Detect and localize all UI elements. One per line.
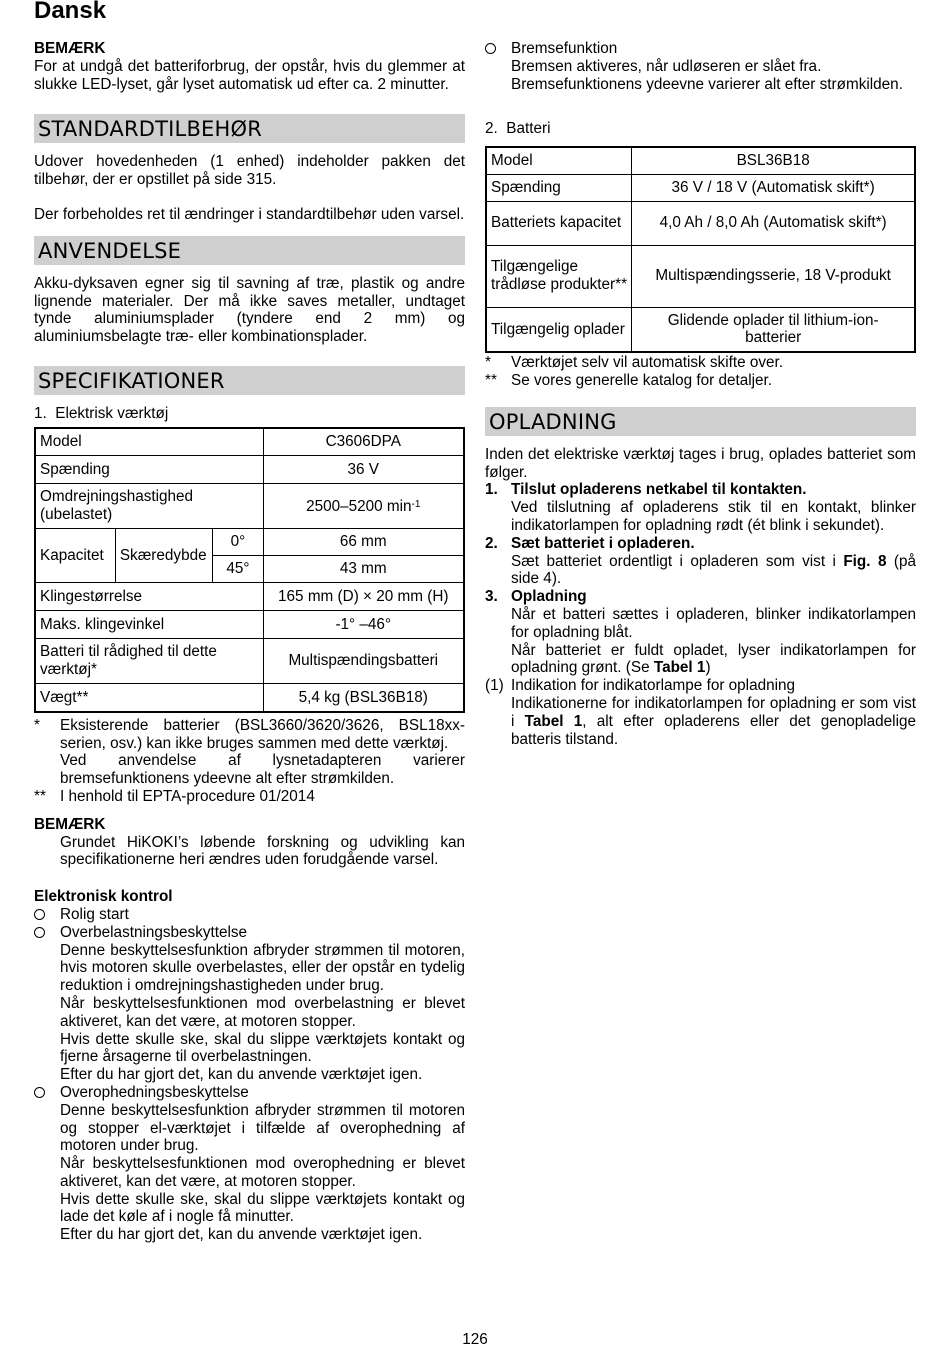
electronic-item-overheat bbox=[34, 1084, 465, 1102]
footnote-text: Se vores generelle katalog for detaljer. bbox=[511, 371, 773, 389]
spec-subtitle: 1. Elektrisk værktøj bbox=[34, 404, 169, 422]
footnote-text-2: Ved anvendelse af lysnetadapteren varierer bremsefunktionens ydeevne alt efter strømkilden. bbox=[60, 752, 465, 788]
footnote-text: Værktøjet selv vil automatisk skifte over. bbox=[511, 354, 784, 372]
overload-text-4: Efter du har gjort det, kan du anvende værktøjet igen. bbox=[60, 1066, 423, 1084]
battery-cell: Spænding bbox=[486, 174, 632, 201]
section-opladning: OPLADNING bbox=[485, 407, 916, 436]
battery-spec-table bbox=[485, 146, 916, 353]
spec-cell: Vægt** bbox=[35, 684, 263, 712]
battery-footnote-2 bbox=[485, 372, 916, 390]
battery-cell: Tilgængelige trådløse produkter** bbox=[486, 245, 632, 307]
step-number: 2. bbox=[485, 534, 498, 552]
brake-text-1: Bremsen aktiveres, når udløseren er slået fra. bbox=[511, 57, 822, 75]
footnote-1 bbox=[34, 717, 465, 788]
battery-cell: BSL36B18 bbox=[632, 147, 915, 174]
step-text-part: Sæt batteriet ordentligt i opladeren som vist i bbox=[511, 552, 844, 570]
spec-cell: 5,4 kg (BSL36B18) bbox=[263, 684, 464, 712]
bullet-circle-icon bbox=[34, 927, 45, 938]
battery-cell: Tilgængelig oplader bbox=[486, 307, 632, 352]
brake-text-2: Bremsefunktionens ydeevne varierer alt efter strømkilden. bbox=[511, 75, 903, 93]
overheat-text-1: Denne beskyttelsesfunktion afbryder strømmen til motoren og stopper el-værktøjet i tilfælde af overophedning af motoren under brug. bbox=[60, 1101, 465, 1155]
footnote-text: Eksisterende batterier (BSL3660/3620/3626, BSL18xx-serien, osv.) kan ikke bruges sammen med dette værktøj. bbox=[60, 716, 465, 752]
spec-cell: Klingestørrelse bbox=[35, 583, 263, 611]
overload-text-3: Hvis dette skulle ske, skal du slippe værktøjets kontakt og fjerne årsagerne til overbelastningen. bbox=[60, 1030, 465, 1066]
left-column bbox=[34, 40, 465, 1244]
figure-reference: Fig. 8 bbox=[843, 552, 887, 570]
note-heading: BEMÆRK bbox=[34, 40, 106, 57]
page-number: 126 bbox=[462, 1331, 488, 1348]
step-heading: Sæt batteriet i opladeren. bbox=[511, 534, 695, 552]
spec-cell: Skæredybde bbox=[115, 529, 212, 583]
overheat-text-2: Når beskyttelsesfunktionen mod overophedning er blevet aktiveret, kan det være, at motoren stopper. bbox=[60, 1155, 465, 1190]
item-label: Rolig start bbox=[60, 905, 129, 923]
table-reference: Tabel 1 bbox=[653, 659, 706, 677]
step-text-part: Når batteriet er fuldt opladet, lyser indikatorlampen for opladning grønt. (Se bbox=[511, 641, 916, 677]
spec-cell: 45° bbox=[213, 556, 263, 583]
step-number: (1) bbox=[485, 677, 504, 695]
battery-cell bbox=[632, 307, 915, 352]
step-number: 1. bbox=[485, 481, 498, 499]
tool-spec-table bbox=[34, 427, 465, 713]
step-heading: Indikation for indikatorlampe for opladning bbox=[511, 677, 796, 695]
overload-text-2: Når beskyttelsesfunktionen mod overbelastning er blevet aktiveret, kan det være, at motoren stopper. bbox=[60, 994, 465, 1030]
note-text: For at undgå det batteriforbrug, der opstår, hvis du glemmer at slukke LED-lyset, går lyset automatisk ud efter ca. 2 minutter. bbox=[34, 57, 465, 93]
item-label: Bremsefunktion bbox=[511, 40, 618, 57]
brake-item bbox=[485, 40, 916, 58]
item-label: Overbelastningsbeskyttelse bbox=[60, 923, 248, 941]
charger-value: Glidende oplader til lithium-ion-batterier bbox=[667, 311, 879, 347]
spec-cell: 165 mm (D) × 20 mm (H) bbox=[263, 583, 464, 611]
battery-cell: Batteriets kapacitet bbox=[486, 201, 632, 245]
table-reference: Tabel 1 bbox=[524, 712, 583, 730]
step-text-part: (på side 4). bbox=[511, 552, 916, 588]
battery-cell: 36 V / 18 V (Automatisk skift*) bbox=[632, 174, 915, 201]
battery-footnote-1 bbox=[485, 354, 916, 372]
electronic-item-soft-start bbox=[34, 906, 465, 924]
charging-step-2 bbox=[485, 535, 916, 588]
spec-cell: 0° bbox=[213, 529, 263, 556]
step-heading: Opladning bbox=[511, 588, 587, 606]
spec-cell: 66 mm bbox=[263, 529, 464, 556]
bullet-circle-icon bbox=[485, 43, 496, 54]
standard-paragraph-2: Der forbeholdes ret til ændringer i standardtilbehør uden varsel. bbox=[34, 205, 465, 223]
battery-cell: 4,0 Ah / 8,0 Ah (Automatisk skift*) bbox=[632, 201, 915, 245]
step-heading: Tilslut opladerens netkabel til kontakten. bbox=[511, 481, 807, 499]
spec-cell: Kapacitet bbox=[35, 529, 115, 583]
item-label: Overophedningsbeskyttelse bbox=[60, 1083, 249, 1101]
bullet-circle-icon bbox=[34, 909, 45, 920]
section-anvendelse: ANVENDELSE bbox=[34, 236, 465, 265]
spec-cell: Batteri til rådighed til dette værktøj* bbox=[35, 639, 263, 684]
step-text: Ved tilslutning af opladerens stik til en kontakt, blinker indikatorlampen for opladning rødt (ét blink i sekundet). bbox=[511, 499, 916, 534]
spec-cell: Omdrejningshastighed (ubelastet) bbox=[35, 484, 263, 529]
battery-cell: Multispændingsserie, 18 V-produkt bbox=[632, 245, 915, 307]
charging-step-1 bbox=[485, 481, 916, 534]
electronic-item-overload bbox=[34, 924, 465, 942]
note-heading-2: BEMÆRK bbox=[34, 815, 106, 833]
right-column bbox=[485, 40, 916, 748]
battery-subtitle: 2. Batteri bbox=[485, 120, 551, 138]
section-standardtilbehor: STANDARDTILBEHØR bbox=[34, 114, 465, 143]
step-text-part: Indikationerne for indikatorlampen for opladning er som vist i bbox=[511, 694, 916, 730]
footnote-text: I henhold til EPTA-procedure 01/2014 bbox=[60, 787, 315, 805]
language-heading: Dansk bbox=[34, 0, 107, 24]
anvendelse-paragraph: Akku-dyksaven egner sig til savning af træ, plastik og andre lignende materialer. Der må ikke saves metaller, undtaget tynde aluminiumsplader (tyndere end 2 mm) og aluminiumsbelagte træ- eller kombinationsplader. bbox=[34, 274, 465, 346]
overheat-text-3: Hvis dette skulle ske, skal du slippe værktøjets kontakt og lade det køle af i nogle få minutter. bbox=[60, 1190, 465, 1226]
overload-text-1: Denne beskyttelsesfunktion afbryder strømmen til motoren, hvis motoren skulle overbelastes, eller der opstår en tydelig reduktion i omdrejningshastigheden under brug. bbox=[60, 941, 465, 995]
spec-cell: C3606DPA bbox=[263, 428, 464, 456]
charging-intro: Inden det elektriske værktøj tages i brug, oplades batteriet som følger. bbox=[485, 445, 916, 481]
footnote-mark: ** bbox=[34, 787, 46, 805]
speed-value: 2500–5200 min bbox=[306, 498, 412, 516]
speed-unit-exponent: -1 bbox=[411, 499, 421, 511]
section-specifikationer: SPECIFIKATIONER bbox=[34, 366, 465, 395]
spec-cell: -1° –46° bbox=[263, 611, 464, 639]
footnote-mark: ** bbox=[485, 371, 497, 389]
bullet-circle-icon bbox=[34, 1087, 45, 1098]
spec-cell: Spænding bbox=[35, 456, 263, 484]
charging-step-indication bbox=[485, 677, 916, 748]
charging-step-3 bbox=[485, 588, 916, 677]
spec-cell: 36 V bbox=[263, 456, 464, 484]
footnote-mark: * bbox=[485, 354, 491, 372]
spec-cell: 43 mm bbox=[263, 556, 464, 583]
spec-cell: Multispændingsbatteri bbox=[263, 639, 464, 684]
battery-cell: Model bbox=[486, 147, 632, 174]
overheat-text-4: Efter du har gjort det, kan du anvende værktøjet igen. bbox=[60, 1226, 423, 1244]
standard-paragraph-1: Udover hovedenheden (1 enhed) indeholder pakken det tilbehør, der er opstillet på side 315. bbox=[34, 153, 465, 189]
step-text bbox=[511, 642, 916, 678]
step-text-part: ) bbox=[705, 659, 711, 677]
step-number: 3. bbox=[485, 588, 498, 606]
footnote-mark: * bbox=[34, 716, 40, 734]
electronic-control-heading: Elektronisk kontrol bbox=[34, 888, 173, 906]
note-text-2: Grundet HiKOKI’s løbende forskning og udvikling kan specifikationerne heri ændres uden forudgående varsel. bbox=[60, 833, 465, 869]
spec-cell: Maks. klingevinkel bbox=[35, 611, 263, 639]
step-text-part: , alt efter opladerens eller det genopladelige batteris tilstand. bbox=[511, 712, 916, 748]
step-text: Når et batteri sættes i opladeren, blinker indikatorlampen for opladning blåt. bbox=[511, 605, 916, 641]
step-text bbox=[511, 553, 916, 589]
spec-cell: Model bbox=[35, 428, 263, 456]
spec-cell-speed bbox=[263, 484, 464, 529]
footnote-2 bbox=[34, 788, 465, 806]
step-text bbox=[511, 695, 916, 748]
